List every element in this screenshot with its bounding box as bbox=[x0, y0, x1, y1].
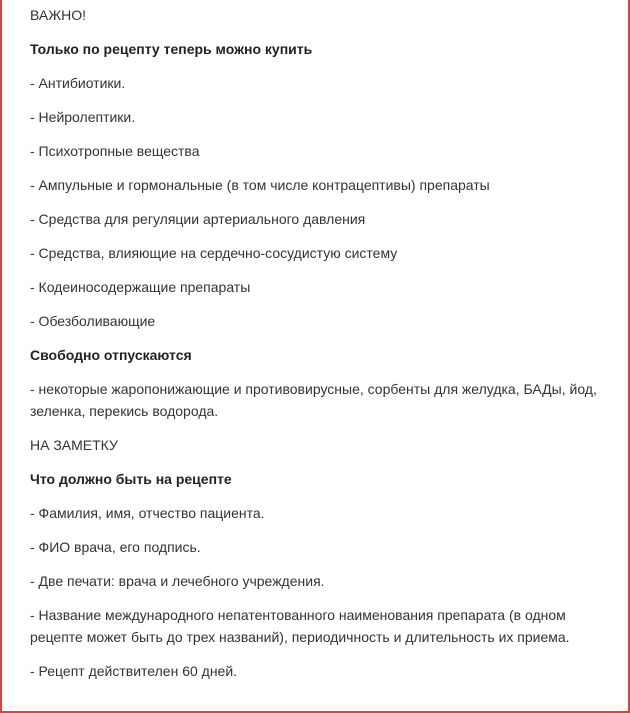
list-item: - Психотропные вещества bbox=[30, 143, 200, 159]
list-item: - Обезболивающие bbox=[30, 313, 156, 329]
list-item: - Две печати: врача и лечебного учреждения. bbox=[30, 573, 325, 589]
list-item: - Кодеиносодержащие препараты bbox=[30, 279, 251, 295]
list-item: - Нейролептики. bbox=[30, 109, 136, 125]
list-item: - Название международного непатентованного наименования препарата (в одном рецепте может быть до трех названий), периодичность и длительность их приема. bbox=[30, 607, 570, 645]
list-item: - Антибиотики. bbox=[30, 75, 126, 91]
list-item: - некоторые жаропонижающие и противовирусные, сорбенты для желудка, БАДы, йод, зеленка, перекись водорода. bbox=[30, 381, 597, 419]
list-item: - Ампульные и гормональные (в том числе контрацептивы) препараты bbox=[30, 177, 490, 193]
list-item: - Рецепт действителен 60 дней. bbox=[30, 663, 238, 679]
section-heading-prescription-contents: Что должно быть на рецепте bbox=[30, 471, 232, 487]
list-item: - Средства для регуляции артериального давления bbox=[30, 211, 366, 227]
section-heading-prescription-only: Только по рецепту теперь можно купить bbox=[30, 41, 313, 57]
list-item: - Средства, влияющие на сердечно-сосудистую систему bbox=[30, 245, 398, 261]
note-heading: НА ЗАМЕТКУ bbox=[30, 437, 118, 453]
list-item: - Фамилия, имя, отчество пациента. bbox=[30, 505, 265, 521]
notice-heading: ВАЖНО! bbox=[30, 7, 87, 23]
section-heading-over-the-counter: Свободно отпускаются bbox=[30, 347, 192, 363]
list-item: - ФИО врача, его подпись. bbox=[30, 539, 201, 555]
